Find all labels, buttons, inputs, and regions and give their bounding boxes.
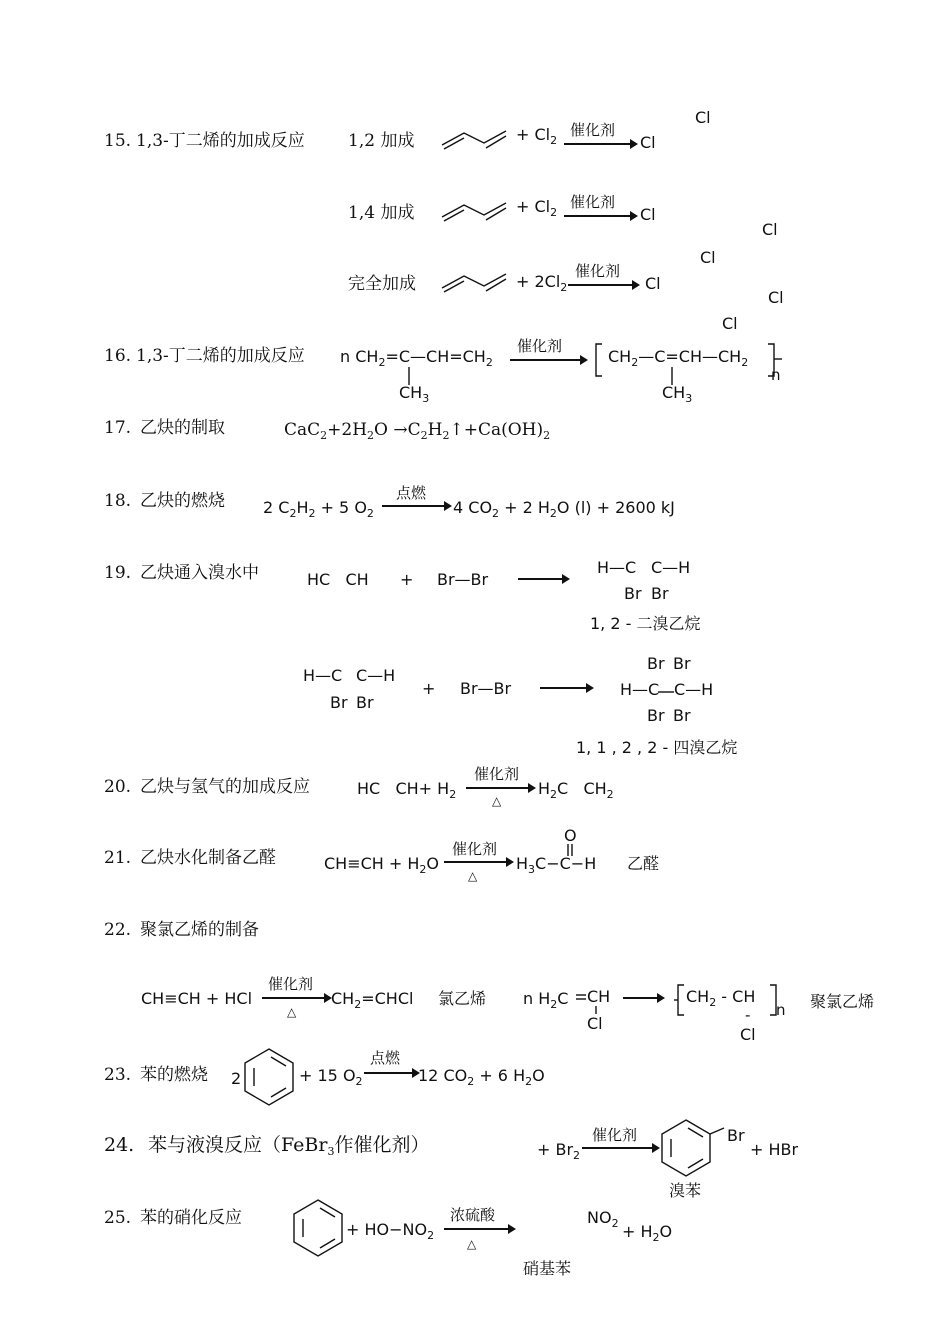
rxn24-number: 24. — [104, 1134, 135, 1156]
rxn20-reactants: HC $CH+ H_2$ — [357, 779, 457, 801]
rxn18-number: 18. — [104, 491, 132, 511]
rxn18-title: 乙炔的燃烧 — [140, 491, 225, 511]
rxn24-br-substituent: Br — [727, 1126, 745, 1145]
rxn24-bromine: + $Br_2$ — [537, 1140, 581, 1162]
rxn15-catalyst-2: 催化剂 — [570, 193, 616, 211]
rxn20-arrow — [466, 787, 534, 789]
rxn21-o: O — [564, 826, 577, 845]
rxn22-vinyl-chloride: $CH_2=CHCl$ — [331, 989, 414, 1011]
rxn21-delta: △ — [468, 869, 478, 883]
rxn16-title: 1,3-丁二烯的加成反应 — [136, 346, 305, 366]
rxn22-polymer-cl-bond: - — [745, 1006, 751, 1024]
rxn15-catalyst-3: 催化剂 — [575, 262, 621, 280]
rxn25-title: 苯的硝化反应 — [140, 1208, 242, 1228]
rxn15-cl-2c: Cl — [700, 248, 716, 267]
rxn19-p2-br-top1: Br — [647, 654, 665, 673]
rxn19-r2-br1: Br — [330, 693, 348, 712]
rxn18-arrow — [382, 505, 450, 507]
rxn24-catalyst: 催化剂 — [592, 1126, 638, 1144]
rxn15-title: 1,3-丁二烯的加成反应 — [136, 131, 305, 151]
rxn22-monomer-cl: Cl — [587, 1014, 603, 1033]
rxn15-cl-2a: Cl — [640, 205, 656, 224]
rxn19-title: 乙炔通入溴水中 — [140, 563, 259, 583]
rxn15-cl-1a: Cl — [640, 133, 656, 152]
rxn24-arrow — [582, 1147, 658, 1149]
rxn22-pvc-name: 聚氯乙烯 — [810, 992, 875, 1011]
rxn15-cl-1b: Cl — [695, 108, 711, 127]
rxn19-bromine-2: Br—Br — [460, 679, 512, 698]
butadiene-structure-2 — [440, 195, 520, 225]
rxn20-product: $H_2C$ $CH_2$ — [538, 779, 614, 801]
rxn20-delta: △ — [492, 794, 502, 808]
rxn25-nitric-acid: + $HO-NO_2$ — [346, 1220, 435, 1242]
rxn19-p2-hc: H—C — [620, 680, 660, 699]
rxn22-number: 22. — [104, 920, 132, 940]
rxn19-name-1: 1, 2 - 二溴乙烷 — [590, 614, 701, 633]
rxn22-polymer: $CH_2$ - CH — [686, 987, 756, 1009]
rxn19-r2-br2: Br — [356, 693, 374, 712]
rxn25-arrow — [444, 1228, 514, 1230]
rxn15-sub-12: 1,2 加成 — [348, 131, 415, 151]
rxn18-reactants: 2 $C_2H_2 + 5$ $O_2$ — [263, 498, 374, 520]
rxn19-p1-br1: Br — [624, 584, 642, 603]
rxn22-title: 聚氯乙烯的制备 — [140, 920, 259, 940]
rxn21-number: 21. — [104, 848, 132, 868]
rxn19-number: 19. — [104, 563, 132, 583]
rxn25-catalyst: 浓硫酸 — [450, 1206, 496, 1224]
rxn25-water: + $H_2O$ — [622, 1222, 673, 1244]
rxn16-catalyst: 催化剂 — [517, 337, 563, 355]
rxn25-name: 硝基苯 — [523, 1259, 572, 1278]
rxn15-sub-full: 完全加成 — [348, 274, 416, 294]
rxn18-products: 4 $CO_2 + 2$ $H_2O$ (l) + 2600 kJ — [453, 498, 675, 520]
rxn23-coefficient: 2 — [231, 1069, 242, 1088]
rxn21-title: 乙炔水化制备乙醛 — [140, 848, 276, 868]
rxn19-bromine-1: Br—Br — [437, 570, 489, 589]
rxn19-plus-2: + — [422, 679, 436, 698]
rxn19-r2-ch: C—H — [356, 666, 396, 685]
rxn15-plus-cl2-2: + $Cl_2$ — [516, 197, 558, 219]
rxn22-arrow-1 — [262, 997, 330, 999]
rxn19-p1-br2: Br — [651, 584, 669, 603]
rxn23-oxygen: + 15 $O_2$ — [299, 1066, 363, 1088]
rxn22-monomer: n $H_2C$ — [523, 989, 569, 1011]
rxn19-p2-ch: C—H — [674, 680, 714, 699]
rxn19-acetylene: HC CH — [307, 570, 369, 589]
rxn16-ch3-1: $CH_3$ — [399, 383, 430, 405]
rxn16-n: n — [771, 366, 781, 384]
rxn23-arrow — [364, 1072, 418, 1074]
benzene-ring-icon — [241, 1047, 297, 1109]
rxn17-title: 乙炔的制取 — [140, 418, 225, 438]
rxn22-catalyst: 催化剂 — [268, 975, 314, 993]
rxn21-reactants: $CH\equiv CH + H_2O$ — [324, 854, 440, 876]
rxn16-arrow — [510, 359, 586, 361]
rxn24-hbr: + HBr — [750, 1140, 799, 1159]
rxn22-polymer-cl: Cl — [740, 1025, 756, 1044]
rxn21-catalyst: 催化剂 — [452, 840, 498, 858]
rxn25-no2-substituent: $NO_2$ — [587, 1208, 619, 1230]
rxn19-p2-br-bot2: Br — [673, 706, 691, 725]
rxn19-plus-1: + — [400, 570, 414, 589]
rxn22-vinyl-chloride-name: 氯乙烯 — [438, 989, 487, 1008]
rxn19-p2-cc-bond — [658, 690, 678, 694]
rxn19-p2-br-bot1: Br — [647, 706, 665, 725]
rxn15-sub-14: 1,4 加成 — [348, 203, 415, 223]
rxn15-cl-3a: Cl — [645, 274, 661, 293]
rxn19-p1-ch: C—H — [651, 558, 691, 577]
rxn25-delta: △ — [467, 1237, 477, 1251]
rxn21-arrow — [444, 861, 512, 863]
rxn15-plus-cl2-1: + $Cl_2$ — [516, 125, 558, 147]
rxn22-bracket-left — [674, 983, 686, 1017]
rxn16-number: 16. — [104, 346, 132, 366]
rxn19-p1-hc: H—C — [597, 558, 637, 577]
rxn15-catalyst-1: 催化剂 — [570, 121, 616, 139]
rxn16-ch3-2: $CH_3$ — [662, 383, 693, 405]
rxn15-plus-2cl2: + $2Cl_2$ — [516, 272, 568, 294]
rxn22-monomer-double-bond — [576, 993, 594, 1001]
rxn22-delta: △ — [287, 1005, 297, 1019]
rxn21-product: $H_3C-C-H$ — [516, 854, 597, 876]
rxn20-catalyst: 催化剂 — [474, 765, 520, 783]
rxn19-r2-hc: H—C — [303, 666, 343, 685]
rxn15-arrow-1 — [564, 143, 636, 145]
rxn22-arrow-2 — [623, 997, 663, 999]
rxn24-title: 苯与液溴反应（FeBr$_3$作催化剂） — [148, 1134, 430, 1158]
rxn18-condition: 点燃 — [396, 484, 427, 502]
rxn23-products: 12 $CO_2 + 6$ $H_2O$ — [418, 1066, 545, 1088]
rxn19-arrow-1 — [518, 578, 568, 580]
rxn16-monomer: n $CH_2=C—CH=CH_2$ — [340, 347, 493, 369]
rxn22-monomer-ch: CH — [587, 987, 611, 1006]
rxn15-arrow-3 — [568, 284, 638, 286]
butadiene-structure-1 — [440, 123, 520, 153]
rxn20-number: 20. — [104, 777, 132, 797]
rxn17-equation: $CaC_2+2H_2O$ $\to C_2H_2↑+Ca(OH)_2$ — [284, 420, 551, 442]
rxn17-number: 17. — [104, 418, 132, 438]
rxn22-n: n — [776, 1001, 786, 1019]
rxn23-title: 苯的燃烧 — [140, 1065, 208, 1085]
rxn15-number: 15. — [104, 131, 132, 151]
rxn19-arrow-2 — [540, 687, 592, 689]
rxn22-reactants: CH≡CH + HCl — [141, 989, 253, 1008]
rxn16-bracket-left — [594, 342, 604, 378]
rxn16-polymer: $CH_2—C=CH—CH_2$ — [608, 347, 749, 369]
benzene-ring-icon-2 — [290, 1198, 346, 1260]
rxn15-arrow-2 — [564, 215, 636, 217]
rxn23-number: 23. — [104, 1065, 132, 1085]
rxn20-title: 乙炔与氢气的加成反应 — [140, 777, 310, 797]
butadiene-structure-3 — [440, 266, 520, 296]
rxn21-name: 乙醛 — [627, 854, 660, 873]
rxn23-condition: 点燃 — [370, 1049, 401, 1067]
rxn19-p2-br-top2: Br — [673, 654, 691, 673]
rxn15-cl-2b: Cl — [762, 220, 778, 239]
rxn15-cl-3c: Cl — [722, 314, 738, 333]
rxn15-cl-3b: Cl — [768, 288, 784, 307]
rxn24-name: 溴苯 — [669, 1181, 702, 1200]
rxn25-number: 25. — [104, 1208, 132, 1228]
rxn19-name-2: 1, 1 , 2 , 2 - 四溴乙烷 — [576, 738, 738, 757]
